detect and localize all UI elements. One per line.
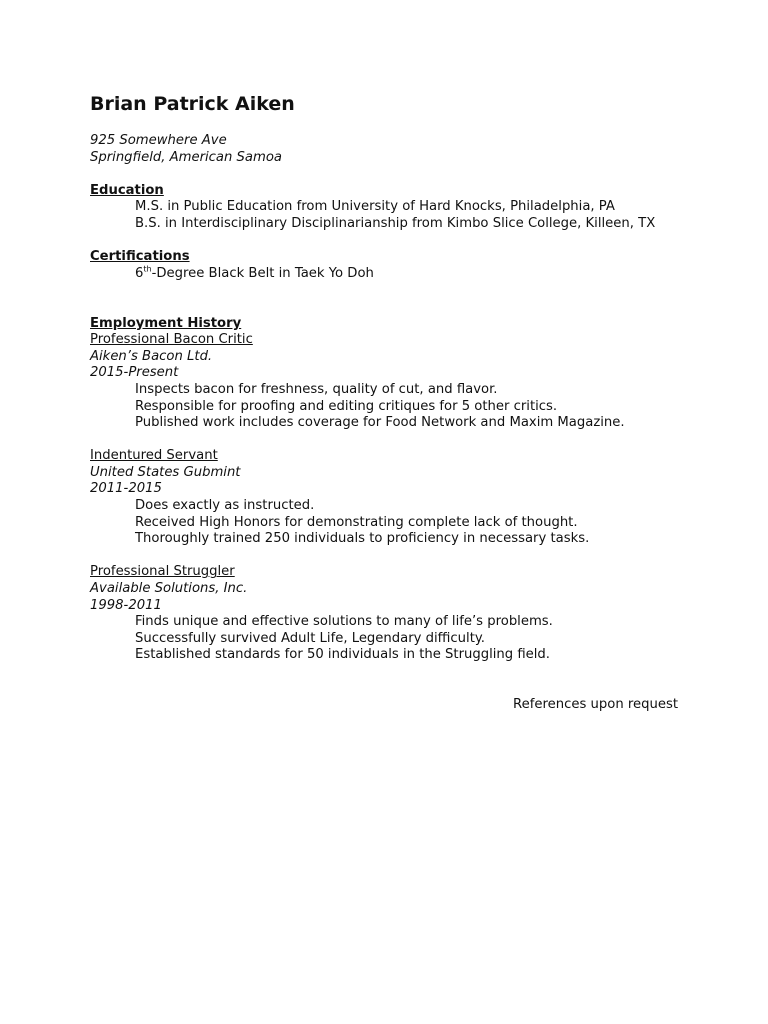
job-title: Professional Struggler bbox=[90, 564, 235, 580]
employment-section bbox=[90, 316, 680, 664]
education-item-ms: M.S. in Public Education from University of Hard Knocks, Philadelphia, PA bbox=[135, 199, 615, 215]
job-title: Professional Bacon Critic bbox=[90, 332, 253, 348]
job-duty: Responsible for proofing and editing critiques for 5 other critics. bbox=[135, 398, 558, 414]
education-section bbox=[90, 183, 680, 233]
references-note: References upon request bbox=[513, 697, 678, 712]
job-dates: 1998-2011 bbox=[90, 597, 162, 613]
job-duty: Received High Honors for demonstrating complete lack of thought. bbox=[135, 514, 578, 530]
address-line-1: 925 Somewhere Ave bbox=[90, 133, 227, 148]
certification-number: 6 bbox=[135, 265, 144, 281]
education-item-bs: B.S. in Interdisciplinary Disciplinarianship from Kimbo Slice College, Killeen, TX bbox=[135, 215, 656, 231]
job-entry bbox=[90, 564, 680, 664]
job-entry bbox=[90, 332, 680, 432]
job-company: United States Gubmint bbox=[90, 464, 241, 480]
job-duty: Established standards for 50 individuals in the Struggling field. bbox=[135, 647, 550, 663]
job-company: Available Solutions, Inc. bbox=[90, 581, 248, 597]
education-heading: Education bbox=[90, 182, 164, 198]
job-entry bbox=[90, 448, 680, 548]
certifications-heading: Certifications bbox=[90, 249, 190, 265]
certification-ordinal: th bbox=[143, 264, 152, 274]
job-duty: Finds unique and effective solutions to many of life’s problems. bbox=[135, 614, 553, 630]
candidate-name: Brian Patrick Aiken bbox=[90, 93, 295, 115]
certification-item bbox=[90, 266, 680, 283]
resume-document bbox=[90, 92, 680, 714]
certifications-section bbox=[90, 249, 680, 282]
employment-heading: Employment History bbox=[90, 315, 242, 331]
job-duty: Successfully survived Adult Life, Legendary difficulty. bbox=[135, 630, 485, 646]
job-duty: Thoroughly trained 250 individuals to proficiency in necessary tasks. bbox=[135, 531, 590, 547]
job-dates: 2015-Present bbox=[90, 365, 179, 381]
address-block bbox=[90, 133, 680, 166]
job-company: Aiken’s Bacon Ltd. bbox=[90, 348, 213, 364]
job-duty: Inspects bacon for freshness, quality of cut, and flavor. bbox=[135, 381, 498, 397]
address-line-2: Springfield, American Samoa bbox=[90, 149, 283, 165]
job-duty: Does exactly as instructed. bbox=[135, 498, 315, 514]
job-dates: 2011-2015 bbox=[90, 481, 162, 497]
job-title: Indentured Servant bbox=[90, 448, 218, 464]
job-duty: Published work includes coverage for Food Network and Maxim Magazine. bbox=[135, 415, 625, 431]
certification-text: -Degree Black Belt in Taek Yo Doh bbox=[151, 265, 374, 281]
